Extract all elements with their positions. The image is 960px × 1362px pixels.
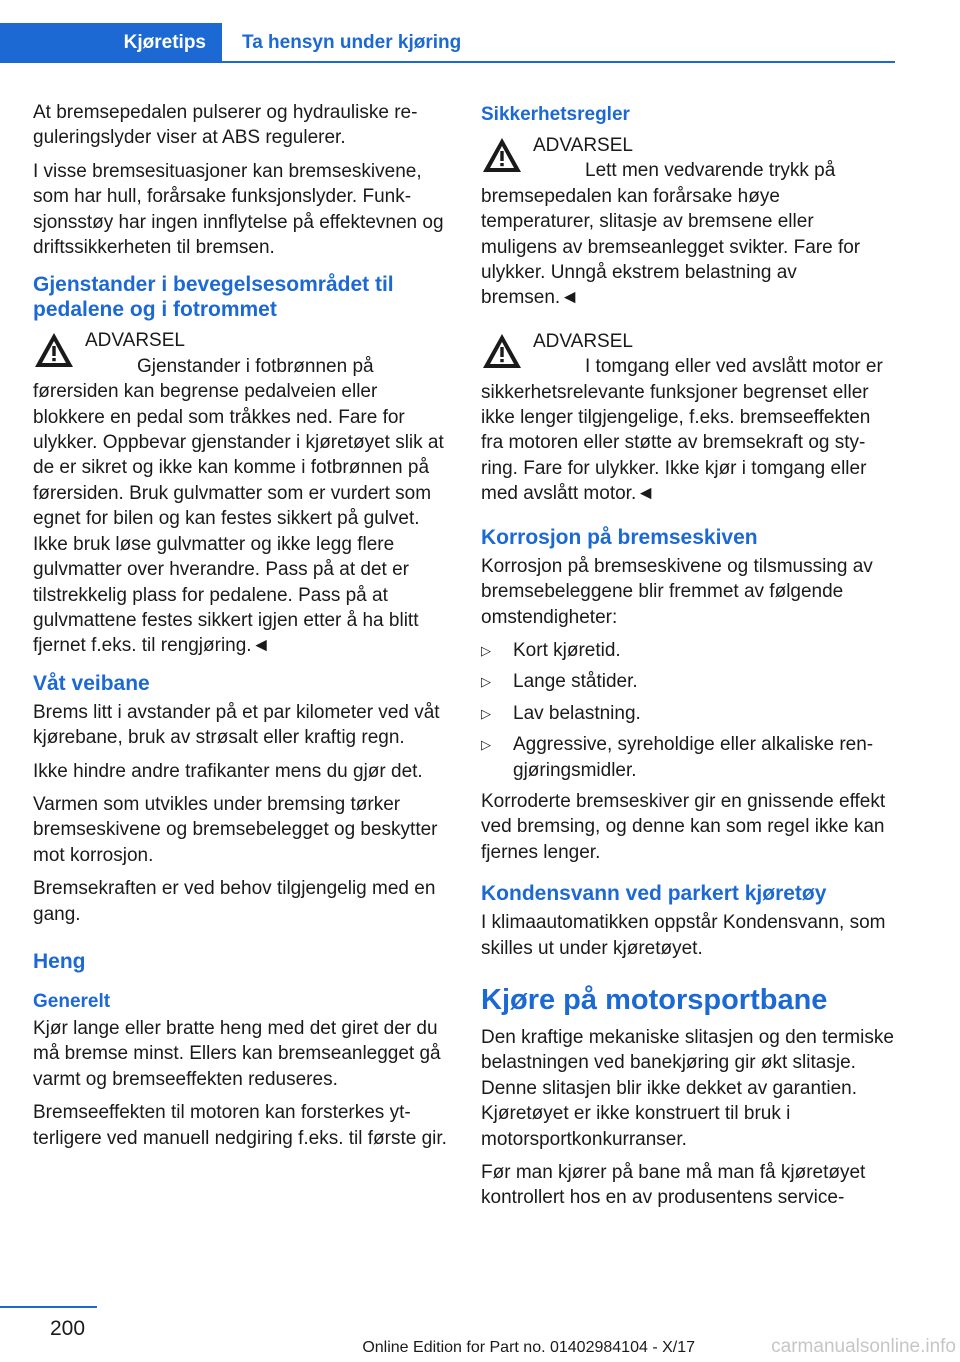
paragraph: Korroderte bremseskiver gir en gnissende effekt ved bremsing, og denne kan som regel ikke kan fjernes lenger.: [481, 790, 886, 863]
paragraph: Brems litt i avstander på et par kilometer ved våt kjørebane, bruk av strøsalt eller kraftig regn.: [33, 701, 440, 749]
left-column: [33, 100, 448, 1159]
watermark[interactable]: carmanualsonline.info: [771, 1336, 956, 1357]
header: [0, 0, 960, 64]
warning-text: I tomgang eller ved avslått motor er sikkerhetsrelevante funksjoner begrenset eller ikke lenger tilgjengelige, f.eks. bremseeffekten fra motoren eller støtte av bremsekraft og styring. Fare for ulykker. Ikke kjør i tomgang eller med avslått motor.◄: [481, 356, 883, 505]
paragraph: Bremseeffekten til motoren kan forsterkes ytterligere ved manuell nedgiring f.eks. til første gir.: [33, 1102, 447, 1149]
warning-block: [33, 328, 448, 658]
paragraph: Den kraftige mekaniske slitasjen og den termiske belastningen ved banekjøring gir økt slitasje. Denne slitasjen blir ikke dekket av garantien. Kjøretøyet er ikke konstruert til bruk i motorsportkonkurranser.: [481, 1026, 894, 1150]
list-item: [481, 701, 894, 726]
section-heading-wet-road: Våt veibane: [33, 671, 150, 695]
warning-text: Lett men vedvarende trykk på bremsepedalen kan forårsake høye temperaturer, slitasje av bremsene eller muligens av bremseanlegget svikter. Fare for ulykker. Unngå ekstrem belastning av bremsen.◄: [481, 160, 861, 309]
triangle-right-outline-icon: ▷: [481, 674, 491, 690]
warning-title: ADVARSEL: [533, 330, 633, 352]
list-item-text: Kort kjøretid.: [513, 639, 621, 661]
list-item-text: Lange ståtider.: [513, 671, 638, 693]
footer-divider: [0, 1306, 97, 1308]
triangle-right-outline-icon: ▷: [481, 705, 491, 721]
bullet-list: [481, 638, 894, 783]
chapter-heading-track: Kjøre på motorsportbane: [481, 983, 828, 1016]
tab-ta-hensyn-label: Ta hensyn under kjøring: [242, 32, 462, 53]
list-item-text: Aggressive, syreholdige eller alkaliske rengjøringsmidler.: [513, 734, 874, 781]
paragraph: At bremsepedalen pulserer og hydrauliske reguleringslyder viser at ABS regulerer.: [33, 102, 418, 149]
warning-title: ADVARSEL: [533, 135, 633, 156]
warning-triangle-icon: [481, 331, 523, 371]
subsection-heading-safety: Sikkerhetsregler: [481, 104, 630, 125]
paragraph: I visse bremsesituasjoner kan bremseskivene, som har hull, forårsake funksjonslyder. Funksjonsstøy har ingen innflytelse på effektevnen og driftssikkerheten til bremsen.: [33, 160, 444, 259]
section-heading-objects: Gjenstander i bevegelsesområdet til pedalene og i fotrommet: [33, 273, 394, 322]
section-heading-slope: Heng: [33, 949, 86, 973]
header-divider: [0, 61, 895, 63]
tab-kjoretips-label: Kjøretips: [123, 32, 206, 53]
tab-ta-hensyn[interactable]: [222, 23, 461, 63]
section-heading-condensation: Kondensvann ved parkert kjøretøy: [481, 882, 827, 906]
list-item-text: Lav belastning.: [513, 702, 641, 724]
triangle-right-outline-icon: ▷: [481, 737, 491, 753]
edition-note: Online Edition for Part no. 01402984104 - X/17: [362, 1339, 695, 1356]
page-number: 200: [50, 1317, 86, 1340]
tab-kjoretips[interactable]: [0, 23, 222, 63]
warning-block: [481, 329, 894, 507]
list-item: [481, 732, 894, 783]
paragraph: Ikke hindre andre trafikanter mens du gjør det.: [33, 760, 423, 782]
paragraph: Varmen som utvikles under bremsing tørker bremseskivene og bremsebelegget og beskytter mot korrosjon.: [33, 793, 438, 866]
paragraph: Før man kjører på bane må man få kjøretøyet kontrollert hos en av produsentens service-: [481, 1162, 866, 1209]
paragraph: Kjør lange eller bratte heng med det giret der du må bremse minst. Ellers kan bremseanlegget gå varmt og bremseeffekten reduseres.: [33, 1017, 441, 1090]
subsection-heading-general: Generelt: [33, 990, 111, 1012]
right-column: [481, 100, 894, 1219]
list-item: [481, 669, 894, 694]
warning-text: Gjenstander i fotbrønnen på førersiden kan begrense pedalveien eller blokkere en pedal som tråkkes ned. Fare for ulykker. Oppbevar gjenstander i kjøretøyet slik at de er sikret og ikke kan komme i fotbrønnen på førersiden. Bruk gulvmatter som er vurdert som egnet for bilen og kan festes sikkert på gulvet. Ikke bruk løse gulvmatter og ikke legg flere gulvmatter over hverandre. Pass på at det er tilstrekkelig plass for pedalene. Pass på at gulvmattene festes sikkert igjen etter å ha blitt fjernet f.eks. til rengjøring.◄: [33, 355, 444, 657]
paragraph: Bremsekraften er ved behov tilgjengelig med en gang.: [33, 878, 436, 925]
warning-title: ADVARSEL: [85, 330, 185, 352]
list-item: [481, 638, 894, 663]
warning-triangle-icon: [481, 135, 523, 175]
paragraph: I klimaautomatikken oppstår Kondensvann, som skilles ut under kjøretøyet.: [481, 912, 886, 959]
section-heading-corrosion: Korrosjon på bremseskiven: [481, 525, 758, 549]
triangle-right-outline-icon: ▷: [481, 642, 491, 658]
paragraph: Korrosjon på bremseskivene og tilsmussing av bremsebeleggene blir fremmet av følgende omstendigheter:: [481, 555, 873, 628]
warning-block: [481, 133, 894, 311]
warning-triangle-icon: [33, 330, 75, 370]
